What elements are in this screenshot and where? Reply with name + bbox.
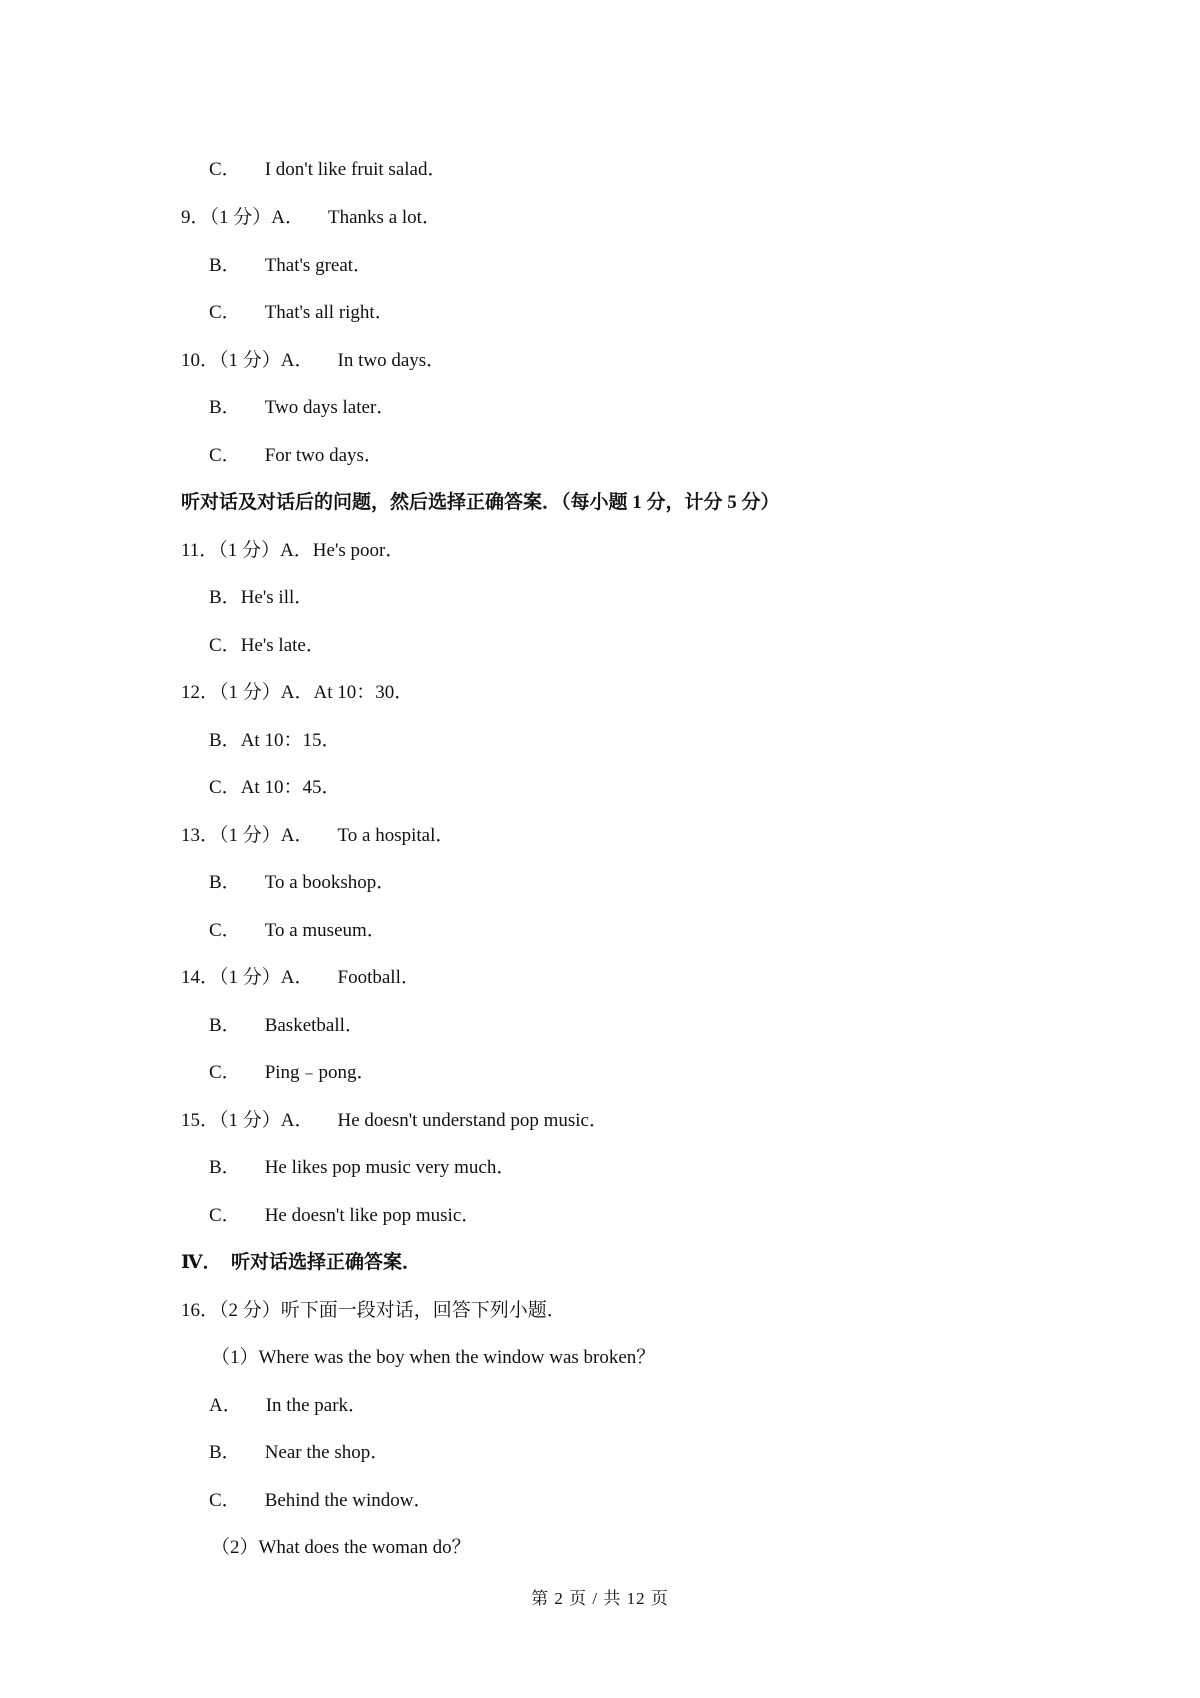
sub-question: （2）What does the woman do？ bbox=[211, 1537, 471, 1558]
option-line: C． To a museum． bbox=[209, 920, 386, 941]
option-line: C． He doesn't like pop music． bbox=[209, 1205, 481, 1226]
question-line: 16．（2 分）听下面一段对话，回答下列小题． bbox=[181, 1300, 566, 1321]
question-line: 10．（1 分）A． In two days． bbox=[181, 350, 446, 371]
option-line: B． That's great． bbox=[209, 255, 373, 276]
option-line: B． Basketball． bbox=[209, 1015, 364, 1036]
option-line: B． He likes pop music very much． bbox=[209, 1157, 516, 1178]
option-line: A． In the park． bbox=[209, 1395, 368, 1416]
option-line: B．At 10：15． bbox=[209, 730, 341, 751]
question-line: 15．（1 分）A． He doesn't understand pop music． bbox=[181, 1110, 608, 1131]
option-line: B． Two days later． bbox=[209, 397, 396, 418]
question-line: 12．（1 分）A．At 10：30． bbox=[181, 682, 414, 703]
option-line: B．He's ill． bbox=[209, 587, 314, 608]
question-line: 14．（1 分）A． Football． bbox=[181, 967, 420, 988]
section-heading: 听对话及对话后的问题，然后选择正确答案．（每小题 1 分，计分 5 分） bbox=[181, 492, 780, 513]
option-line: C． Ping﹣pong． bbox=[209, 1062, 376, 1083]
option-line: C．He's late． bbox=[209, 635, 325, 656]
option-line: C． Behind the window． bbox=[209, 1490, 433, 1511]
option-line: B． To a bookshop． bbox=[209, 872, 396, 893]
question-line: 13．（1 分）A． To a hospital． bbox=[181, 825, 455, 846]
option-line: C． I don't like fruit salad． bbox=[209, 159, 447, 180]
section-heading: Ⅳ． 听对话选择正确答案． bbox=[181, 1252, 422, 1273]
option-line: B． Near the shop． bbox=[209, 1442, 390, 1463]
option-line: C．At 10：45． bbox=[209, 777, 341, 798]
option-line: C． For two days． bbox=[209, 445, 383, 466]
page-footer: 第 2 页 / 共 12 页 bbox=[531, 1589, 669, 1608]
option-line: C． That's all right． bbox=[209, 302, 394, 323]
sub-question: （1）Where was the boy when the window was broken？ bbox=[211, 1347, 656, 1368]
question-line: 11．（1 分）A．He's poor． bbox=[181, 540, 405, 561]
question-line: 9．（1 分）A． Thanks a lot． bbox=[181, 207, 441, 228]
